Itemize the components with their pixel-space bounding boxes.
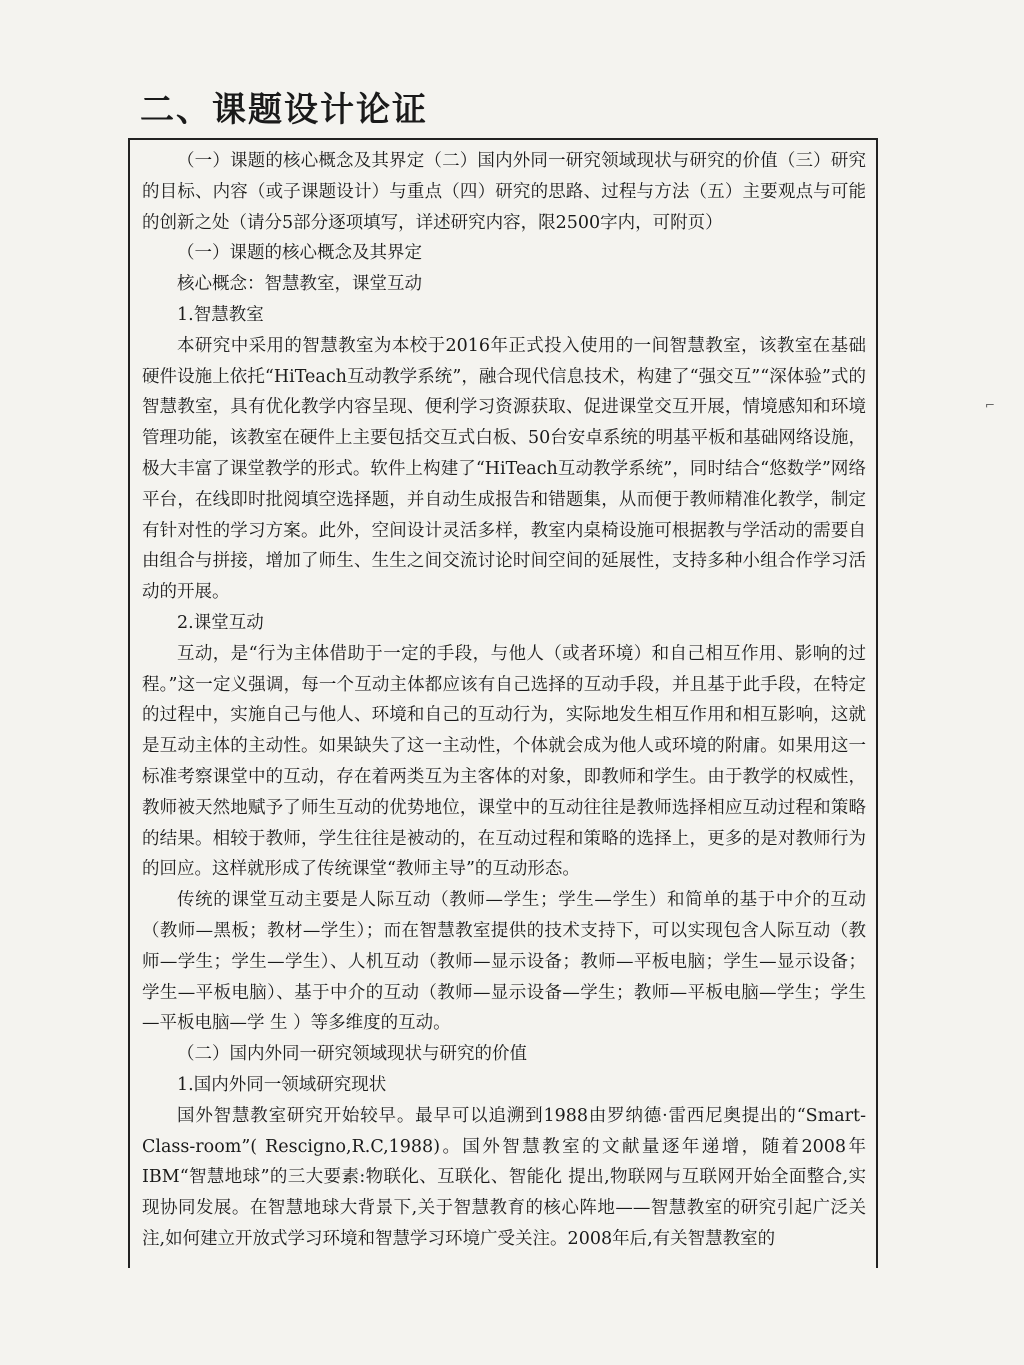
content-frame <box>128 138 878 1268</box>
scan-speck: ⌐ <box>985 398 996 412</box>
instructions-text: （一）课题的核心概念及其界定（二）国内外同一研究领域现状与研究的价值（三）研究的目标、内容（或子课题设计）与重点（四）研究的思路、过程与方法（五）主要观点与可能的创新之处（请分5部分逐项填写，详述研究内容，限2500字内，可附页） <box>142 151 866 233</box>
part1-heading: （一）课题的核心概念及其界定 <box>177 243 422 264</box>
sub3-paragraph: 国外智慧教室研究开始较早。最早可以追溯到1988由罗纳德·雷西尼奥提出的“Smart-Class-room”( Rescigno,R.C,1988)。国外智慧教室的文献量逐年递增，随着2008年IBM“智慧地球”的三大要素:物联化、互联化、智能化 提出,物联网与互联网开始全面整合,实现协同发展。在智慧地球大背景下,关于智慧教育的核心阵地——智慧教室的研究引起广泛关注,如何建立开放式学习环境和智慧学习环境广受关注。2008年后,有关智慧教室的 <box>142 1105 866 1249</box>
sub1-heading: 1.智慧教室 <box>177 304 264 325</box>
sub2-paragraph-1: 互动，是“行为主体借助于一定的手段，与他人（或者环境）和自己相互作用、影响的过程。”这一定义强调，每一个互动主体都应该有自己选择的互动手段，并且基于此手段，在特定的过程中，实施自己与他人、环境和自己的互动行为，实际地发生相互作用和相互影响，这就是互动主体的主动性。如果缺失了这一主动性，个体就会成为他人或环境的附庸。如果用这一标准考察课堂中的互动，存在着两类互为主客体的对象，即教师和学生。由于教学的权威性，教师被天然地赋予了师生互动的优势地位，课堂中的互动往往是教师选择相应互动过程和策略的结果。相较于教师，学生往往是被动的，在互动过程和策略的选择上，更多的是对教师行为的回应。这样就形成了传统课堂“教师主导”的互动形态。 <box>142 643 866 880</box>
sub3-heading: 1.国内外同一领域研究现状 <box>177 1074 387 1095</box>
section-title: 二、课题设计论证 <box>140 90 428 130</box>
sub2-heading: 2.课堂互动 <box>177 612 264 633</box>
sub1-paragraph: 本研究中采用的智慧教室为本校于2016年正式投入使用的一间智慧教室，该教室在基础硬件设施上依托“HiTeach互动教学系统”，融合现代信息技术，构建了“强交互”“深体验”式的智慧教室，具有优化教学内容呈现、便利学习资源获取、促进课堂交互开展，情境感知和环境管理功能，该教室在硬件上主要包括交互式白板、50台安卓系统的明基平板和基础网络设施，极大丰富了课堂教学的形式。软件上构建了“HiTeach互动教学系统”，同时结合“悠数学”网络平台，在线即时批阅填空选择题，并自动生成报告和错题集，从而便于教师精准化教学，制定有针对性的学习方案。此外，空间设计灵活多样，教室内桌椅设施可根据教与学活动的需要自由组合与拼接，增加了师生、生生之间交流讨论时间空间的延展性，支持多种小组合作学习活动的开展。 <box>142 335 866 603</box>
part2-heading: （二）国内外同一研究领域现状与研究的价值 <box>177 1044 527 1065</box>
sub2-paragraph-2: 传统的课堂互动主要是人际互动（教师—学生；学生—学生）和简单的基于中介的互动（教师—黑板；教材—学生）；而在智慧教室提供的技术支持下，可以实现包含人际互动（教师—学生；学生—学生）、人机互动（教师—显示设备；教师—平板电脑；学生—显示设备；学生—平板电脑）、基于中介的互动（教师—显示设备—学生；教师—平板电脑—学生；学生—平板电脑—学 生 ）等多维度的互动。 <box>142 890 866 1034</box>
core-concepts: 核心概念：智慧教室，课堂互动 <box>177 274 422 295</box>
